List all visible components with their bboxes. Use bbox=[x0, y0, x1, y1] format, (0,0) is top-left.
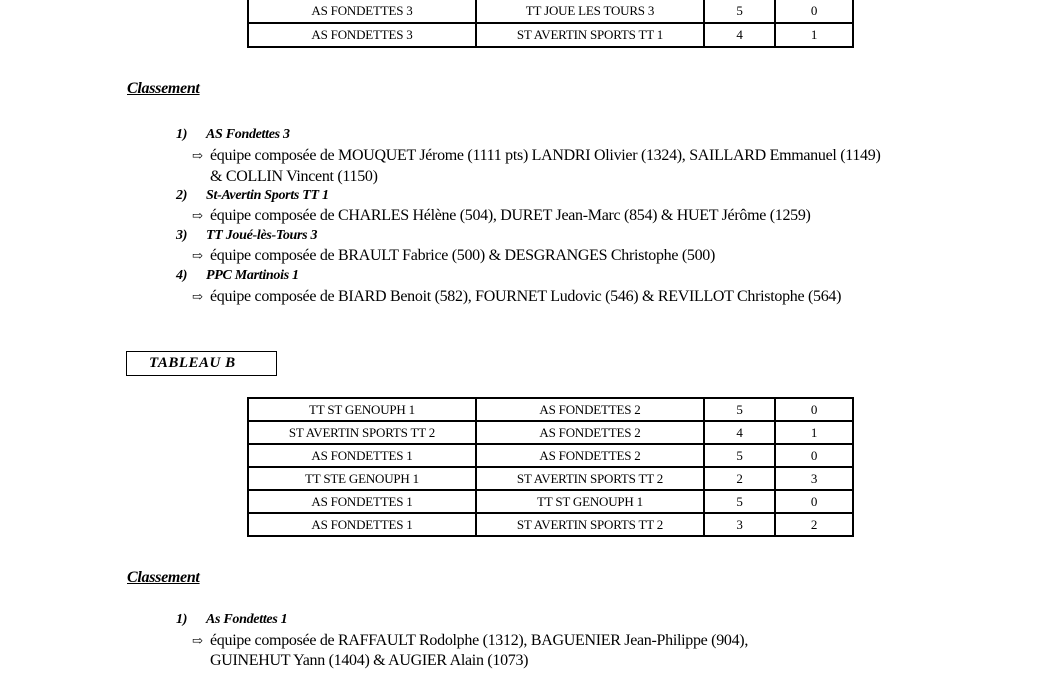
score2-cell: 0 bbox=[775, 398, 853, 421]
score1-cell: 5 bbox=[704, 0, 775, 23]
rank-detail-continuation: GUINEHUT Yann (1404) & AUGIER Alain (1073) bbox=[210, 652, 529, 669]
rank-number: 1) bbox=[176, 612, 188, 627]
rank-detail-text: équipe composée de CHARLES Hélène (504), DURET Jean-Marc (854) & HUET Jérôme (1259) bbox=[210, 207, 811, 224]
arrow-icon: ⇨ bbox=[192, 248, 203, 263]
score2-cell: 3 bbox=[775, 467, 853, 490]
rank-detail bbox=[192, 288, 841, 306]
rank-detail-text: équipe composée de BRAULT Fabrice (500) & DESGRANGES Christophe (500) bbox=[210, 247, 716, 264]
team2-cell: AS FONDETTES 2 bbox=[476, 444, 704, 467]
arrow-icon: ⇨ bbox=[192, 633, 203, 648]
rank-number: 1) bbox=[176, 127, 188, 142]
rank-number: 3) bbox=[176, 228, 188, 243]
team1-cell: AS FONDETTES 1 bbox=[248, 513, 476, 536]
rank-number: 4) bbox=[176, 268, 188, 283]
table-row bbox=[248, 513, 853, 536]
score2-cell: 0 bbox=[775, 490, 853, 513]
rank-detail bbox=[192, 147, 880, 165]
table-row bbox=[248, 467, 853, 490]
score1-cell: 5 bbox=[704, 490, 775, 513]
score2-cell: 2 bbox=[775, 513, 853, 536]
rank-entry bbox=[176, 228, 317, 244]
arrow-icon: ⇨ bbox=[192, 289, 203, 304]
score2-cell: 1 bbox=[775, 23, 853, 47]
rank-detail-text: équipe composée de BIARD Benoit (582), FOURNET Ludovic (546) & REVILLOT Christophe (564) bbox=[210, 288, 842, 305]
rank-detail-text: équipe composée de RAFFAULT Rodolphe (1312), BAGUENIER Jean-Philippe (904), bbox=[210, 632, 749, 649]
classement-b-heading: Classement bbox=[127, 569, 200, 586]
rank-team: As Fondettes 1 bbox=[206, 612, 288, 627]
team1-cell: AS FONDETTES 3 bbox=[248, 23, 476, 47]
score1-cell: 5 bbox=[704, 398, 775, 421]
team1-cell: ST AVERTIN SPORTS TT 2 bbox=[248, 421, 476, 444]
classement-a-heading: Classement bbox=[127, 80, 200, 97]
rank-team: AS Fondettes 3 bbox=[206, 127, 290, 142]
score2-cell: 0 bbox=[775, 444, 853, 467]
rank-detail-continuation: & COLLIN Vincent (1150) bbox=[210, 168, 378, 185]
rank-detail bbox=[192, 207, 811, 225]
score1-cell: 4 bbox=[704, 421, 775, 444]
arrow-icon: ⇨ bbox=[192, 208, 203, 223]
rank-detail bbox=[192, 632, 748, 650]
table-row bbox=[248, 444, 853, 467]
team2-cell: AS FONDETTES 2 bbox=[476, 398, 704, 421]
team1-cell: TT ST GENOUPH 1 bbox=[248, 398, 476, 421]
rank-number: 2) bbox=[176, 188, 188, 203]
rank-entry bbox=[176, 612, 287, 628]
team2-cell: ST AVERTIN SPORTS TT 1 bbox=[476, 23, 704, 47]
team1-cell: AS FONDETTES 3 bbox=[248, 0, 476, 23]
rank-team: St-Avertin Sports TT 1 bbox=[206, 188, 329, 203]
score2-cell: 0 bbox=[775, 0, 853, 23]
score1-cell: 3 bbox=[704, 513, 775, 536]
team1-cell: AS FONDETTES 1 bbox=[248, 490, 476, 513]
score2-cell: 1 bbox=[775, 421, 853, 444]
tableau-b-title: TABLEAU B bbox=[126, 351, 277, 376]
team2-cell: TT JOUE LES TOURS 3 bbox=[476, 0, 704, 23]
rank-team: PPC Martinois 1 bbox=[206, 268, 299, 283]
table-row bbox=[248, 0, 853, 23]
team2-cell: AS FONDETTES 2 bbox=[476, 421, 704, 444]
rank-entry bbox=[176, 188, 329, 204]
arrow-icon: ⇨ bbox=[192, 148, 203, 163]
score1-cell: 4 bbox=[704, 23, 775, 47]
table-row bbox=[248, 421, 853, 444]
team2-cell: ST AVERTIN SPORTS TT 2 bbox=[476, 467, 704, 490]
team2-cell: ST AVERTIN SPORTS TT 2 bbox=[476, 513, 704, 536]
table-row bbox=[248, 23, 853, 47]
score1-cell: 5 bbox=[704, 444, 775, 467]
rank-detail bbox=[192, 247, 715, 265]
table-row bbox=[248, 490, 853, 513]
tableau-a-results-table bbox=[247, 0, 854, 48]
table-row bbox=[248, 398, 853, 421]
rank-entry bbox=[176, 268, 299, 284]
rank-team: TT Joué-lès-Tours 3 bbox=[206, 228, 318, 243]
team1-cell: AS FONDETTES 1 bbox=[248, 444, 476, 467]
team1-cell: TT STE GENOUPH 1 bbox=[248, 467, 476, 490]
rank-detail-text: équipe composée de MOUQUET Jérome (1111 pts) LANDRI Olivier (1324), SAILLARD Emmanuel (1149) bbox=[210, 147, 881, 164]
team2-cell: TT ST GENOUPH 1 bbox=[476, 490, 704, 513]
rank-entry bbox=[176, 127, 290, 143]
tableau-b-results-table bbox=[247, 397, 854, 537]
score1-cell: 2 bbox=[704, 467, 775, 490]
